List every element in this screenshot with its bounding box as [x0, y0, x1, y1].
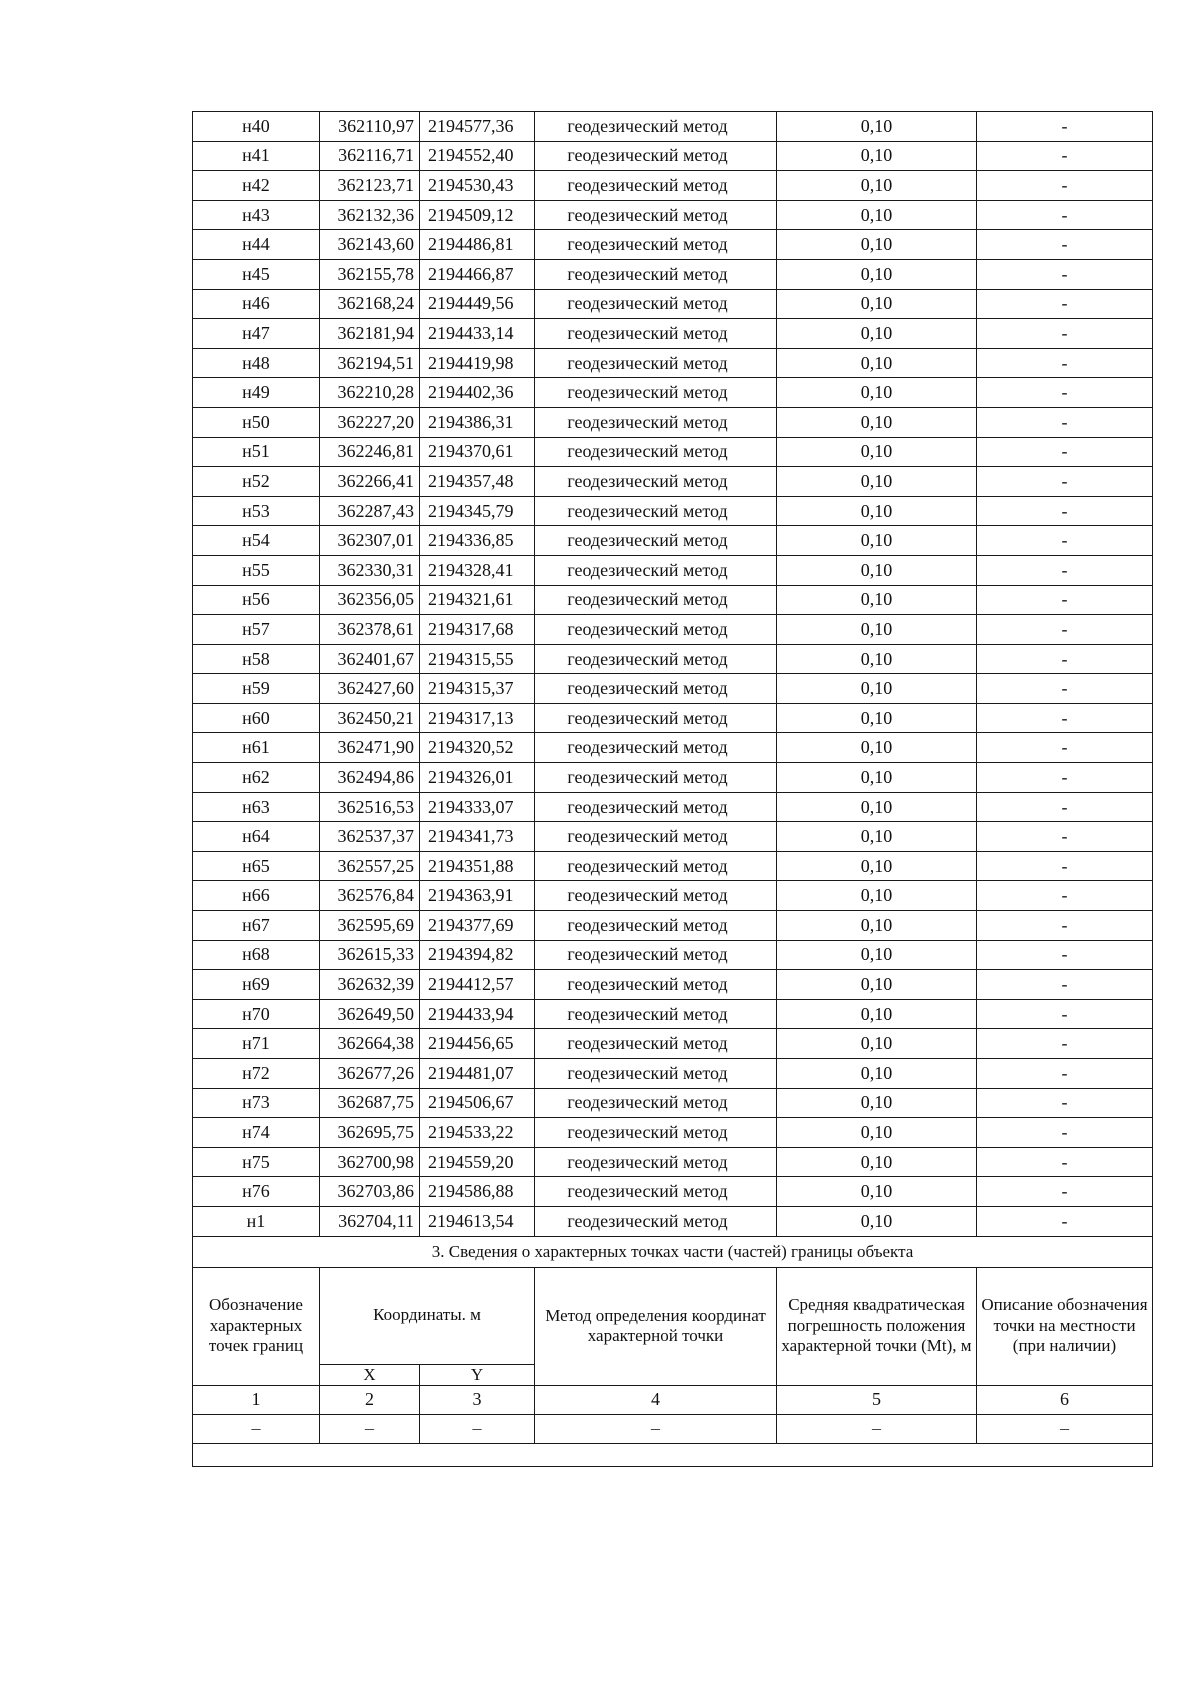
accuracy-cell: 0,10 — [777, 822, 977, 852]
coord-x-cell: 362649,50 — [320, 999, 420, 1029]
accuracy-cell: 0,10 — [777, 792, 977, 822]
description-cell: - — [977, 999, 1153, 1029]
description-cell: - — [977, 970, 1153, 1000]
accuracy-cell: 0,10 — [777, 259, 977, 289]
coord-x-cell: 362595,69 — [320, 911, 420, 941]
coord-y-cell: 2194345,79 — [420, 496, 535, 526]
table-row — [193, 822, 1153, 852]
header-method-label: Метод определения координат характерной точки — [535, 1267, 777, 1385]
method-cell: геодезический метод — [535, 644, 777, 674]
accuracy-cell: 0,10 — [777, 644, 977, 674]
table-row — [193, 911, 1153, 941]
method-cell: геодезический метод — [535, 881, 777, 911]
point-id-cell: н75 — [193, 1147, 320, 1177]
description-cell: - — [977, 289, 1153, 319]
table-row — [193, 585, 1153, 615]
point-id-cell: н40 — [193, 112, 320, 142]
coord-x-cell: 362246,81 — [320, 437, 420, 467]
coord-x-cell: 362116,71 — [320, 141, 420, 171]
points-table-body — [193, 112, 1153, 1237]
description-cell: - — [977, 378, 1153, 408]
accuracy-cell: 0,10 — [777, 319, 977, 349]
accuracy-cell: 0,10 — [777, 615, 977, 645]
description-cell: - — [977, 467, 1153, 497]
description-cell: - — [977, 171, 1153, 201]
coord-x-cell: 362143,60 — [320, 230, 420, 260]
table-row — [193, 674, 1153, 704]
coord-y-cell: 2194315,37 — [420, 674, 535, 704]
method-cell: геодезический метод — [535, 437, 777, 467]
coord-y-cell: 2194315,55 — [420, 644, 535, 674]
table-row — [193, 289, 1153, 319]
point-id-cell: н72 — [193, 1059, 320, 1089]
coord-y-cell: 2194506,67 — [420, 1088, 535, 1118]
point-id-cell: н42 — [193, 171, 320, 201]
description-cell: - — [977, 496, 1153, 526]
description-cell: - — [977, 1206, 1153, 1236]
point-id-cell: н47 — [193, 319, 320, 349]
coord-y-cell: 2194320,52 — [420, 733, 535, 763]
point-id-cell: н60 — [193, 703, 320, 733]
table-row — [193, 555, 1153, 585]
accuracy-cell: 0,10 — [777, 407, 977, 437]
accuracy-cell: 0,10 — [777, 230, 977, 260]
point-id-cell: н68 — [193, 940, 320, 970]
coord-x-cell: 362632,39 — [320, 970, 420, 1000]
table-row — [193, 1206, 1153, 1236]
coord-x-cell: 362687,75 — [320, 1088, 420, 1118]
header-y-label: Y — [420, 1364, 535, 1385]
point-id-cell: н66 — [193, 881, 320, 911]
section3-empty-data-row — [193, 1414, 1153, 1443]
description-cell: - — [977, 585, 1153, 615]
column-number: 3 — [420, 1385, 535, 1414]
column-number: 1 — [193, 1385, 320, 1414]
table-row — [193, 1147, 1153, 1177]
description-cell: - — [977, 1118, 1153, 1148]
coord-y-cell: 2194466,87 — [420, 259, 535, 289]
point-id-cell: н48 — [193, 348, 320, 378]
coord-x-cell: 362703,86 — [320, 1177, 420, 1207]
description-cell: - — [977, 348, 1153, 378]
coord-x-cell: 362494,86 — [320, 763, 420, 793]
accuracy-cell: 0,10 — [777, 999, 977, 1029]
description-cell: - — [977, 644, 1153, 674]
section3-title-row — [193, 1236, 1153, 1267]
description-cell: - — [977, 851, 1153, 881]
point-id-cell: н71 — [193, 1029, 320, 1059]
table-row — [193, 230, 1153, 260]
method-cell: геодезический метод — [535, 733, 777, 763]
description-cell: - — [977, 437, 1153, 467]
coord-x-cell: 362181,94 — [320, 319, 420, 349]
coord-y-cell: 2194530,43 — [420, 171, 535, 201]
description-cell: - — [977, 763, 1153, 793]
coord-x-cell: 362557,25 — [320, 851, 420, 881]
coord-x-cell: 362677,26 — [320, 1059, 420, 1089]
point-id-cell: н54 — [193, 526, 320, 556]
coord-y-cell: 2194533,22 — [420, 1118, 535, 1148]
coord-x-cell: 362700,98 — [320, 1147, 420, 1177]
table-row — [193, 348, 1153, 378]
table-row — [193, 1029, 1153, 1059]
table-row — [193, 171, 1153, 201]
method-cell: геодезический метод — [535, 674, 777, 704]
dash-cell: – — [977, 1414, 1153, 1443]
method-cell: геодезический метод — [535, 467, 777, 497]
accuracy-cell: 0,10 — [777, 555, 977, 585]
boundary-points-table — [192, 111, 1153, 1467]
coord-y-cell: 2194552,40 — [420, 141, 535, 171]
accuracy-cell: 0,10 — [777, 171, 977, 201]
accuracy-cell: 0,10 — [777, 467, 977, 497]
description-cell: - — [977, 555, 1153, 585]
accuracy-cell: 0,10 — [777, 348, 977, 378]
method-cell: геодезический метод — [535, 615, 777, 645]
description-cell: - — [977, 526, 1153, 556]
method-cell: геодезический метод — [535, 230, 777, 260]
method-cell: геодезический метод — [535, 999, 777, 1029]
table-row — [193, 141, 1153, 171]
header-accuracy-label: Средняя квадратическая погрешность положения характерной точки (Mt), м — [777, 1267, 977, 1385]
coord-y-cell: 2194317,13 — [420, 703, 535, 733]
dash-cell: – — [320, 1414, 420, 1443]
table-row — [193, 200, 1153, 230]
table-row — [193, 792, 1153, 822]
coord-y-cell: 2194486,81 — [420, 230, 535, 260]
description-cell: - — [977, 407, 1153, 437]
accuracy-cell: 0,10 — [777, 970, 977, 1000]
method-cell: геодезический метод — [535, 911, 777, 941]
accuracy-cell: 0,10 — [777, 1088, 977, 1118]
point-id-cell: н70 — [193, 999, 320, 1029]
description-cell: - — [977, 1177, 1153, 1207]
description-cell: - — [977, 259, 1153, 289]
accuracy-cell: 0,10 — [777, 1206, 977, 1236]
description-cell: - — [977, 703, 1153, 733]
coord-y-cell: 2194370,61 — [420, 437, 535, 467]
method-cell: геодезический метод — [535, 1059, 777, 1089]
blank-cell — [193, 1443, 1153, 1466]
column-number: 5 — [777, 1385, 977, 1414]
section3-header-row — [193, 1267, 1153, 1364]
accuracy-cell: 0,10 — [777, 911, 977, 941]
accuracy-cell: 0,10 — [777, 141, 977, 171]
point-id-cell: н43 — [193, 200, 320, 230]
method-cell: геодезический метод — [535, 1088, 777, 1118]
coord-x-cell: 362123,71 — [320, 171, 420, 201]
accuracy-cell: 0,10 — [777, 940, 977, 970]
point-id-cell: н62 — [193, 763, 320, 793]
accuracy-cell: 0,10 — [777, 1177, 977, 1207]
point-id-cell: н56 — [193, 585, 320, 615]
table-row — [193, 526, 1153, 556]
coord-y-cell: 2194321,61 — [420, 585, 535, 615]
point-id-cell: н61 — [193, 733, 320, 763]
dash-cell: – — [777, 1414, 977, 1443]
accuracy-cell: 0,10 — [777, 674, 977, 704]
coord-y-cell: 2194433,14 — [420, 319, 535, 349]
accuracy-cell: 0,10 — [777, 733, 977, 763]
method-cell: геодезический метод — [535, 141, 777, 171]
coord-y-cell: 2194333,07 — [420, 792, 535, 822]
accuracy-cell: 0,10 — [777, 851, 977, 881]
column-number: 4 — [535, 1385, 777, 1414]
column-number: 6 — [977, 1385, 1153, 1414]
column-numbers-row — [193, 1385, 1153, 1414]
coord-x-cell: 362516,53 — [320, 792, 420, 822]
method-cell: геодезический метод — [535, 940, 777, 970]
table-row — [193, 378, 1153, 408]
accuracy-cell: 0,10 — [777, 1147, 977, 1177]
coord-y-cell: 2194377,69 — [420, 911, 535, 941]
coord-x-cell: 362194,51 — [320, 348, 420, 378]
point-id-cell: н57 — [193, 615, 320, 645]
table-row — [193, 259, 1153, 289]
method-cell: геодезический метод — [535, 171, 777, 201]
table-row — [193, 999, 1153, 1029]
method-cell: геодезический метод — [535, 1177, 777, 1207]
accuracy-cell: 0,10 — [777, 1118, 977, 1148]
method-cell: геодезический метод — [535, 112, 777, 142]
description-cell: - — [977, 881, 1153, 911]
point-id-cell: н52 — [193, 467, 320, 497]
blank-row — [193, 1443, 1153, 1466]
accuracy-cell: 0,10 — [777, 1059, 977, 1089]
method-cell: геодезический метод — [535, 851, 777, 881]
method-cell: геодезический метод — [535, 555, 777, 585]
coord-y-cell: 2194419,98 — [420, 348, 535, 378]
description-cell: - — [977, 141, 1153, 171]
coord-x-cell: 362168,24 — [320, 289, 420, 319]
method-cell: геодезический метод — [535, 407, 777, 437]
coord-x-cell: 362695,75 — [320, 1118, 420, 1148]
header-point-label: Обозначение характерных точек границ — [193, 1267, 320, 1385]
description-cell: - — [977, 1088, 1153, 1118]
accuracy-cell: 0,10 — [777, 703, 977, 733]
table-row — [193, 1177, 1153, 1207]
coord-y-cell: 2194577,36 — [420, 112, 535, 142]
point-id-cell: н50 — [193, 407, 320, 437]
table-row — [193, 319, 1153, 349]
coord-x-cell: 362378,61 — [320, 615, 420, 645]
point-id-cell: н64 — [193, 822, 320, 852]
accuracy-cell: 0,10 — [777, 881, 977, 911]
coord-x-cell: 362537,37 — [320, 822, 420, 852]
accuracy-cell: 0,10 — [777, 585, 977, 615]
dash-cell: – — [420, 1414, 535, 1443]
dash-cell: – — [193, 1414, 320, 1443]
coord-x-cell: 362615,33 — [320, 940, 420, 970]
table-row — [193, 763, 1153, 793]
accuracy-cell: 0,10 — [777, 289, 977, 319]
method-cell: геодезический метод — [535, 1206, 777, 1236]
description-cell: - — [977, 615, 1153, 645]
description-cell: - — [977, 319, 1153, 349]
table-row — [193, 733, 1153, 763]
description-cell: - — [977, 230, 1153, 260]
coord-y-cell: 2194559,20 — [420, 1147, 535, 1177]
table-row — [193, 615, 1153, 645]
column-number: 2 — [320, 1385, 420, 1414]
table-row — [193, 1059, 1153, 1089]
coord-x-cell: 362471,90 — [320, 733, 420, 763]
description-cell: - — [977, 911, 1153, 941]
point-id-cell: н44 — [193, 230, 320, 260]
coord-y-cell: 2194509,12 — [420, 200, 535, 230]
table-row — [193, 644, 1153, 674]
coord-x-cell: 362664,38 — [320, 1029, 420, 1059]
table-row — [193, 437, 1153, 467]
coord-y-cell: 2194357,48 — [420, 467, 535, 497]
description-cell: - — [977, 792, 1153, 822]
coord-y-cell: 2194363,91 — [420, 881, 535, 911]
point-id-cell: н76 — [193, 1177, 320, 1207]
coord-y-cell: 2194412,57 — [420, 970, 535, 1000]
method-cell: геодезический метод — [535, 259, 777, 289]
description-cell: - — [977, 112, 1153, 142]
point-id-cell: н55 — [193, 555, 320, 585]
table-row — [193, 940, 1153, 970]
coord-y-cell: 2194456,65 — [420, 1029, 535, 1059]
accuracy-cell: 0,10 — [777, 526, 977, 556]
point-id-cell: н45 — [193, 259, 320, 289]
coord-y-cell: 2194394,82 — [420, 940, 535, 970]
table-row — [193, 407, 1153, 437]
section3-title: 3. Сведения о характерных точках части (частей) границы объекта — [193, 1236, 1153, 1267]
coord-x-cell: 362307,01 — [320, 526, 420, 556]
coord-y-cell: 2194328,41 — [420, 555, 535, 585]
point-id-cell: н73 — [193, 1088, 320, 1118]
point-id-cell: н58 — [193, 644, 320, 674]
coord-y-cell: 2194481,07 — [420, 1059, 535, 1089]
coord-y-cell: 2194613,54 — [420, 1206, 535, 1236]
coord-x-cell: 362155,78 — [320, 259, 420, 289]
point-id-cell: н67 — [193, 911, 320, 941]
coord-x-cell: 362210,28 — [320, 378, 420, 408]
description-cell: - — [977, 1029, 1153, 1059]
header-coords-label: Координаты. м — [320, 1267, 535, 1364]
method-cell: геодезический метод — [535, 348, 777, 378]
coord-y-cell: 2194449,56 — [420, 289, 535, 319]
method-cell: геодезический метод — [535, 526, 777, 556]
coord-y-cell: 2194336,85 — [420, 526, 535, 556]
method-cell: геодезический метод — [535, 200, 777, 230]
point-id-cell: н59 — [193, 674, 320, 704]
coord-y-cell: 2194586,88 — [420, 1177, 535, 1207]
method-cell: геодезический метод — [535, 378, 777, 408]
accuracy-cell: 0,10 — [777, 1029, 977, 1059]
coord-x-cell: 362287,43 — [320, 496, 420, 526]
table-row — [193, 496, 1153, 526]
accuracy-cell: 0,10 — [777, 200, 977, 230]
point-id-cell: н53 — [193, 496, 320, 526]
point-id-cell: н1 — [193, 1206, 320, 1236]
coord-x-cell: 362450,21 — [320, 703, 420, 733]
table-row — [193, 467, 1153, 497]
point-id-cell: н69 — [193, 970, 320, 1000]
table-row — [193, 1088, 1153, 1118]
point-id-cell: н74 — [193, 1118, 320, 1148]
dash-cell: – — [535, 1414, 777, 1443]
accuracy-cell: 0,10 — [777, 112, 977, 142]
coord-y-cell: 2194433,94 — [420, 999, 535, 1029]
coord-x-cell: 362401,67 — [320, 644, 420, 674]
method-cell: геодезический метод — [535, 763, 777, 793]
coord-x-cell: 362266,41 — [320, 467, 420, 497]
point-id-cell: н51 — [193, 437, 320, 467]
method-cell: геодезический метод — [535, 822, 777, 852]
description-cell: - — [977, 940, 1153, 970]
coord-x-cell: 362330,31 — [320, 555, 420, 585]
method-cell: геодезический метод — [535, 289, 777, 319]
accuracy-cell: 0,10 — [777, 437, 977, 467]
accuracy-cell: 0,10 — [777, 378, 977, 408]
method-cell: геодезический метод — [535, 1118, 777, 1148]
coord-x-cell: 362110,97 — [320, 112, 420, 142]
accuracy-cell: 0,10 — [777, 496, 977, 526]
point-id-cell: н49 — [193, 378, 320, 408]
method-cell: геодезический метод — [535, 703, 777, 733]
coord-y-cell: 2194386,31 — [420, 407, 535, 437]
description-cell: - — [977, 1147, 1153, 1177]
point-id-cell: н41 — [193, 141, 320, 171]
description-cell: - — [977, 822, 1153, 852]
point-id-cell: н65 — [193, 851, 320, 881]
table-row — [193, 703, 1153, 733]
method-cell: геодезический метод — [535, 496, 777, 526]
coord-y-cell: 2194351,88 — [420, 851, 535, 881]
method-cell: геодезический метод — [535, 1029, 777, 1059]
coord-x-cell: 362356,05 — [320, 585, 420, 615]
coord-x-cell: 362227,20 — [320, 407, 420, 437]
coord-y-cell: 2194402,36 — [420, 378, 535, 408]
method-cell: геодезический метод — [535, 792, 777, 822]
header-description-label: Описание обозначения точки на местности (при наличии) — [977, 1267, 1153, 1385]
coord-y-cell: 2194341,73 — [420, 822, 535, 852]
description-cell: - — [977, 733, 1153, 763]
method-cell: геодезический метод — [535, 970, 777, 1000]
header-x-label: X — [320, 1364, 420, 1385]
coord-y-cell: 2194317,68 — [420, 615, 535, 645]
method-cell: геодезический метод — [535, 585, 777, 615]
coord-y-cell: 2194326,01 — [420, 763, 535, 793]
accuracy-cell: 0,10 — [777, 763, 977, 793]
coord-x-cell: 362576,84 — [320, 881, 420, 911]
method-cell: геодезический метод — [535, 319, 777, 349]
point-id-cell: н63 — [193, 792, 320, 822]
table-row — [193, 970, 1153, 1000]
coord-x-cell: 362132,36 — [320, 200, 420, 230]
coord-x-cell: 362427,60 — [320, 674, 420, 704]
table-row — [193, 851, 1153, 881]
coord-x-cell: 362704,11 — [320, 1206, 420, 1236]
description-cell: - — [977, 674, 1153, 704]
point-id-cell: н46 — [193, 289, 320, 319]
description-cell: - — [977, 1059, 1153, 1089]
table-row — [193, 1118, 1153, 1148]
description-cell: - — [977, 200, 1153, 230]
method-cell: геодезический метод — [535, 1147, 777, 1177]
section3-block — [193, 1236, 1153, 1466]
table-row — [193, 112, 1153, 142]
table-row — [193, 881, 1153, 911]
